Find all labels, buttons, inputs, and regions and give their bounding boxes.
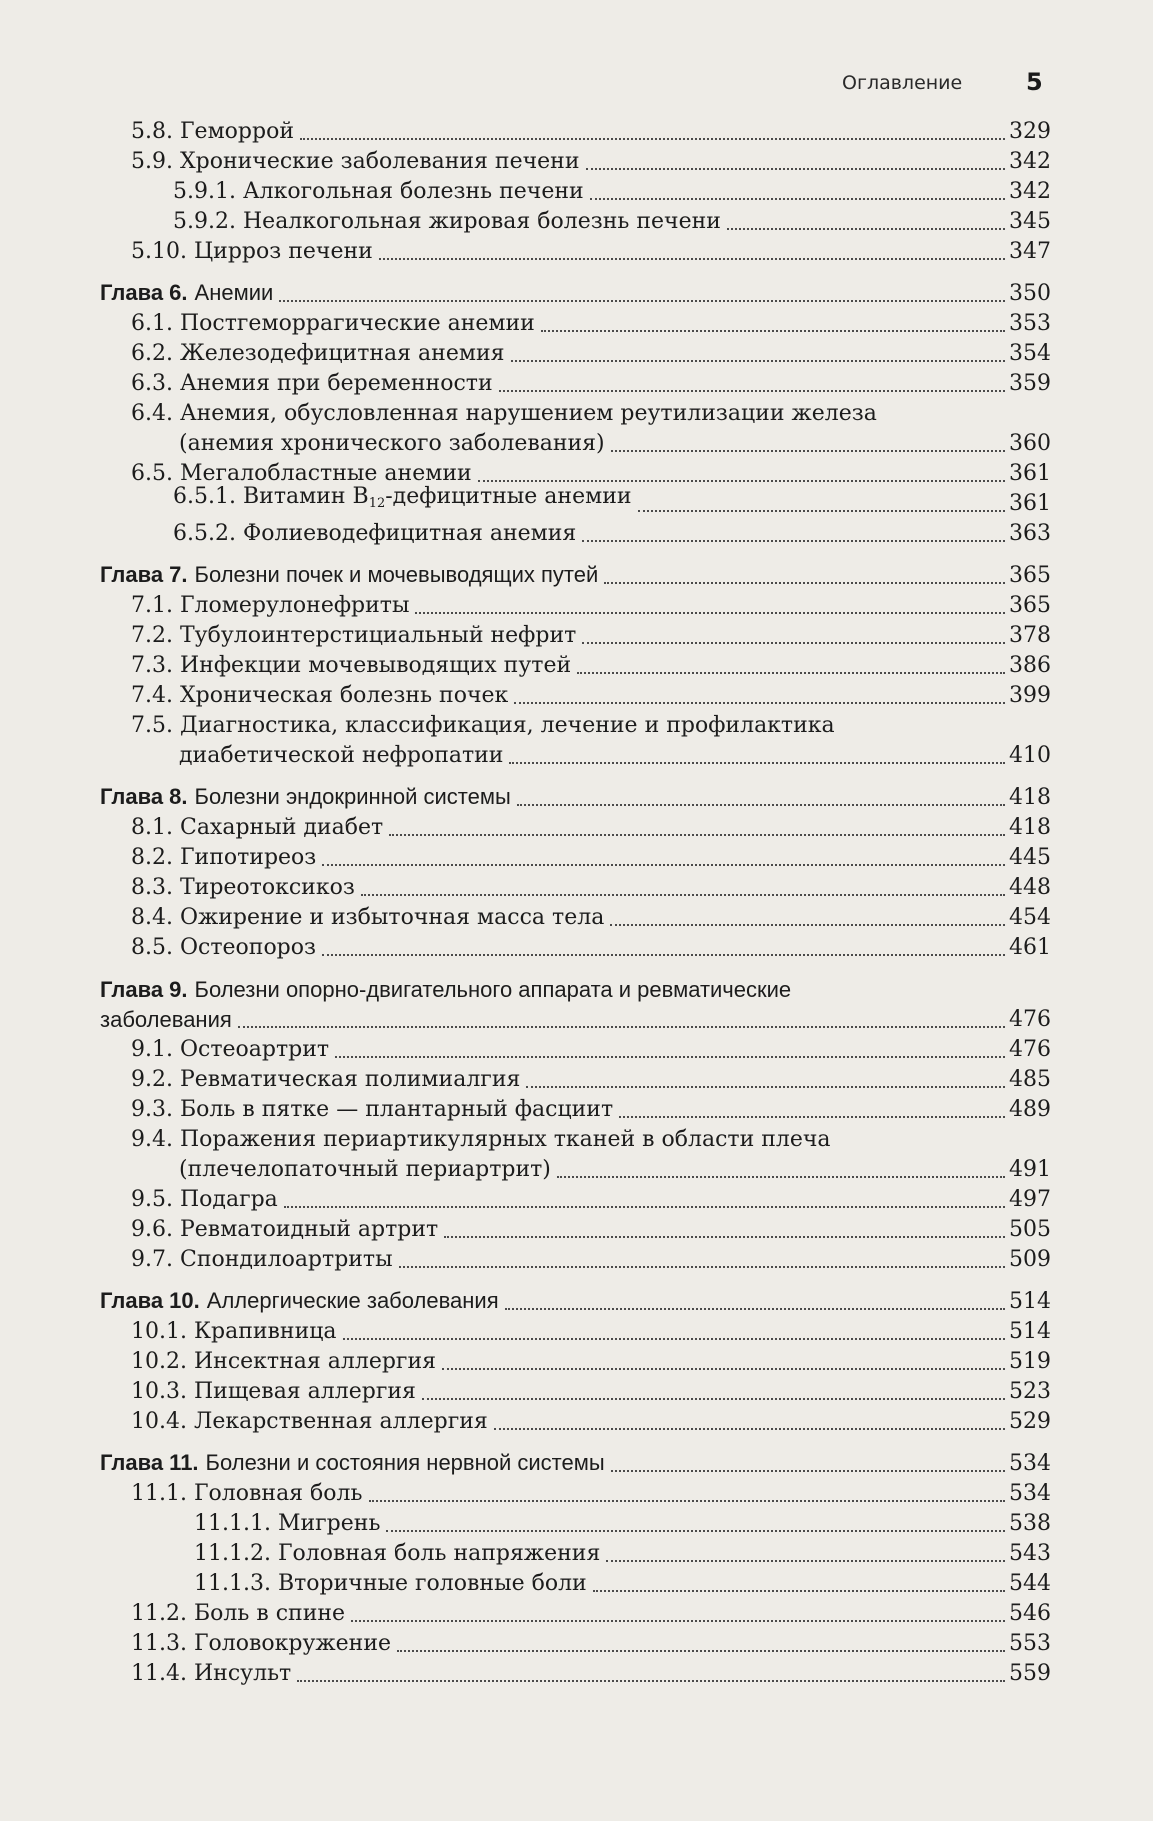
toc-entry: 10.2. Инсектная аллергия 519 — [131, 1349, 1051, 1374]
toc-entry: 5.9.1. Алкогольная болезнь печени 342 — [173, 179, 1051, 204]
toc-entry: 9.5. Подагра 497 — [131, 1187, 1051, 1212]
toc-chapter: Глава 9. Болезни опорно-двигательного аппарата и ревматические — [100, 977, 792, 1002]
toc-chapter: Глава 11. Болезни и состояния нервной системы 534 — [100, 1450, 1051, 1476]
toc-entry: 8.4. Ожирение и избыточная масса тела 454 — [131, 905, 1051, 930]
toc-entry: 5.9.2. Неалкогольная жировая болезнь печени 345 — [173, 209, 1051, 234]
table-of-contents — [100, 117, 1051, 1689]
toc-entry: 6.5.1. Витамин $B_{12}$-дефицитные анемии 361 — [173, 484, 1051, 516]
toc-entry: 8.5. Остеопороз 461 — [131, 935, 1051, 960]
toc-entry: 9.6. Ревматоидный артрит 505 — [131, 1217, 1051, 1242]
toc-chapter: Глава 8. Болезни эндокринной системы 418 — [100, 784, 1051, 810]
toc-entry: 10.3. Пищевая аллергия 523 — [131, 1379, 1051, 1404]
toc-entry: 11.1.3. Вторичные головные боли 544 — [194, 1571, 1051, 1596]
toc-entry: 8.2. Гипотиреоз 445 — [131, 845, 1051, 870]
toc-entry: 11.1.1. Мигрень 538 — [194, 1511, 1051, 1536]
toc-entry: 7.3. Инфекции мочевыводящих путей 386 — [131, 653, 1051, 678]
toc-chapter: Глава 6. Анемии 350 — [100, 280, 1051, 306]
toc-entry-continuation: диабетической нефропатии 410 — [179, 743, 1051, 768]
page-number: 5 — [1026, 68, 1043, 96]
toc-entry: 11.3. Головокружение 553 — [131, 1631, 1051, 1656]
toc-entry: 5.9. Хронические заболевания печени 342 — [131, 149, 1051, 174]
toc-chapter: Глава 7. Болезни почек и мочевыводящих путей 365 — [100, 562, 1051, 588]
toc-entry: 11.1. Головная боль 534 — [131, 1481, 1051, 1506]
toc-entry: 8.1. Сахарный диабет 418 — [131, 815, 1051, 840]
toc-entry: 7.2. Тубулоинтерстициальный нефрит 378 — [131, 623, 1051, 648]
toc-entry: 7.4. Хроническая болезнь почек 399 — [131, 683, 1051, 708]
toc-chapter-continuation: заболевания 476 — [100, 1007, 1051, 1032]
toc-entry: 10.4. Лекарственная аллергия 529 — [131, 1409, 1051, 1434]
toc-entry: 11.1.2. Головная боль напряжения 543 — [194, 1541, 1051, 1566]
toc-entry: 6.4. Анемия, обусловленная нарушением реутилизации железа — [131, 401, 877, 426]
toc-entry: 9.1. Остеоартрит 476 — [131, 1037, 1051, 1062]
toc-entry: 5.8. Геморрой 329 — [131, 119, 1051, 144]
toc-entry: 9.3. Боль в пятке — плантарный фасциит 489 — [131, 1097, 1051, 1122]
toc-entry: 6.2. Железодефицитная анемия 354 — [131, 341, 1051, 366]
toc-entry: 6.5. Мегалобластные анемии 361 — [131, 461, 1051, 486]
page-header — [0, 68, 1153, 102]
toc-entry: 11.2. Боль в спине 546 — [131, 1601, 1051, 1626]
toc-entry: 9.2. Ревматическая полимиалгия 485 — [131, 1067, 1051, 1092]
toc-entry: 5.10. Цирроз печени 347 — [131, 239, 1051, 264]
toc-entry-continuation: (плечелопаточный периартрит) 491 — [179, 1157, 1051, 1182]
running-head-title: Оглавление — [842, 72, 963, 94]
toc-entry: 9.4. Поражения периартикулярных тканей в области плеча — [131, 1127, 831, 1152]
toc-entry: 8.3. Тиреотоксикоз 448 — [131, 875, 1051, 900]
toc-entry: 9.7. Спондилоартриты 509 — [131, 1247, 1051, 1272]
toc-entry: 6.5.2. Фолиеводефицитная анемия 363 — [173, 521, 1051, 546]
toc-entry: 10.1. Крапивница 514 — [131, 1319, 1051, 1344]
toc-entry: 7.5. Диагностика, классификация, лечение и профилактика — [131, 713, 835, 738]
toc-entry: 7.1. Гломерулонефриты 365 — [131, 593, 1051, 618]
toc-entry: 6.1. Постгеморрагические анемии 353 — [131, 311, 1051, 336]
toc-entry: 6.3. Анемия при беременности 359 — [131, 371, 1051, 396]
toc-entry: 11.4. Инсульт 559 — [131, 1661, 1051, 1686]
toc-entry-continuation: (анемия хронического заболевания) 360 — [179, 431, 1051, 456]
toc-chapter: Глава 10. Аллергические заболевания 514 — [100, 1288, 1051, 1314]
